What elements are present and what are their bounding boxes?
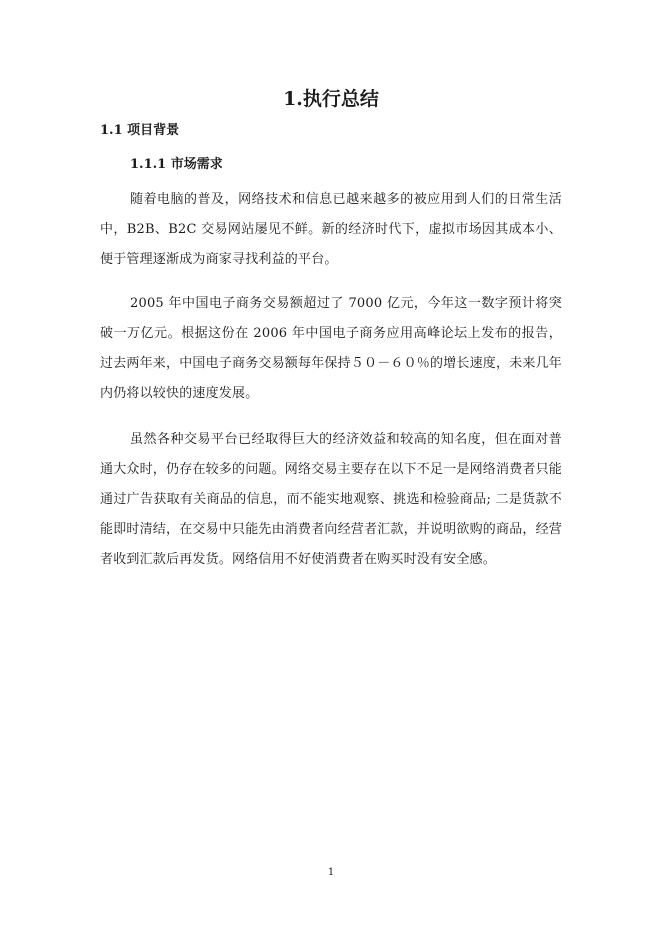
document-title: 1.执行总结 <box>283 88 379 110</box>
body-paragraph-3: 虽然各种交易平台已经取得巨大的经济效益和较高的知名度，但在面对普通大众时，仍存在较多的问题。网络交易主要存在以下不足一是网络消费者只能通过广告获取有关商品的信息，而不能实地观察、挑选和检验商品; 二是货款不能即时清结，在交易中只能先由消费者向经营者汇款，并说明欲购的商品，经营者收到汇款后再发货。网络信用不好使消费者在购买时没有安全感。 <box>100 432 563 567</box>
body-paragraph-2: 2005 年中国电子商务交易额超过了 7000 亿元，今年这一数字预计将突破一万亿元。根据这份在 2006 年中国电子商务应用高峰论坛上发布的报告，过去两年来，中国电子商务交易额每年保持５０－６０％的增长速度，未来几年内仍将以较快的速度发展。 <box>100 296 563 401</box>
section-heading: 1.1 项目背景 <box>100 123 180 138</box>
subsection-heading: 1.1.1 市场需求 <box>130 157 223 172</box>
page-number: 1 <box>327 867 335 878</box>
body-paragraph-1: 随着电脑的普及，网络技术和信息已越来越多的被应用到人们的日常生活中，B2B、B2C 交易网站屡见不鲜。新的经济时代下，虚拟市场因其成本小、便于管理逐渐成为商家寻找利益的平台。 <box>100 192 562 267</box>
